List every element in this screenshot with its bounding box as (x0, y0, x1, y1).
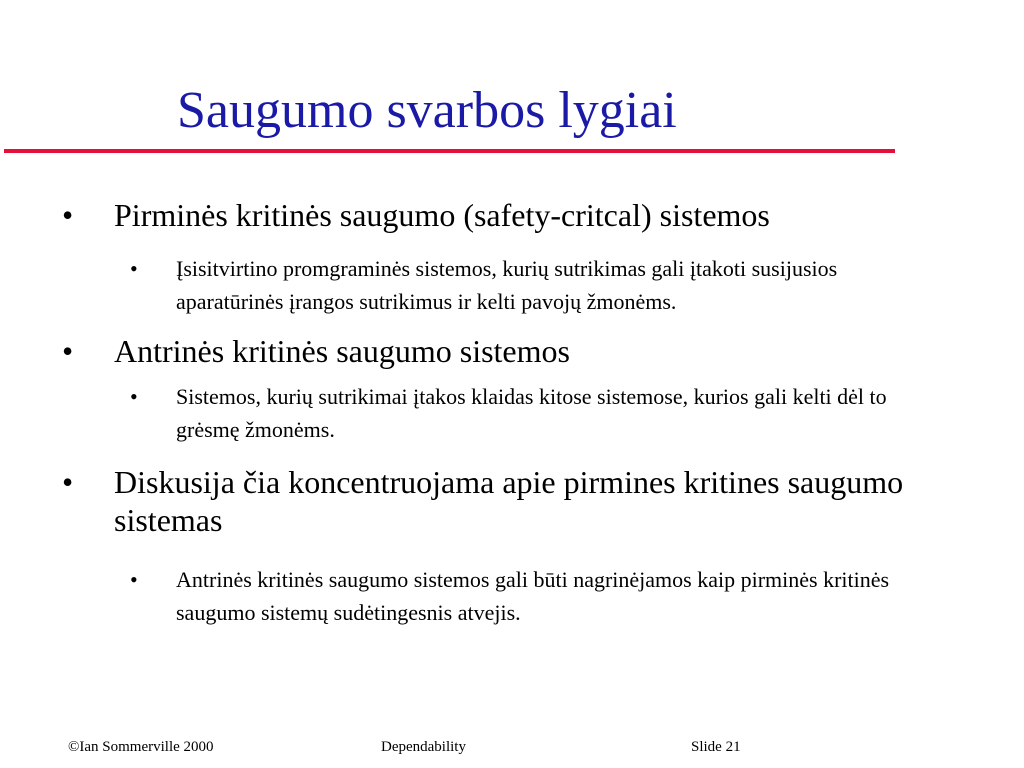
sub-bullet-item (130, 252, 950, 318)
bullet-icon: • (62, 464, 74, 500)
slide-title: Saugumo svarbos lygiai (177, 82, 677, 139)
bullet-text: Antrinės kritinės saugumo sistemos (114, 333, 570, 369)
sub-bullet-icon: • (130, 256, 138, 281)
bullet-icon: • (62, 197, 74, 233)
bullet-item (62, 196, 962, 234)
bullet-item (62, 463, 962, 539)
bullet-item (62, 332, 962, 370)
footer-topic: Dependability (381, 739, 466, 755)
sub-bullet-text: Sistemos, kurių sutrikimai įtakos klaidas kitose sistemose, kurios gali kelti dėl to grėsmę žmonėms. (176, 384, 887, 442)
bullet-icon: • (62, 333, 74, 369)
sub-bullet-text: Įsisitvirtino promgraminės sistemos, kurių sutrikimas gali įtakoti susijusios aparatūrinės įrangos sutrikimus ir kelti pavojų žmonėms. (176, 256, 838, 314)
sub-bullet-icon: • (130, 384, 138, 409)
sub-bullet-item (130, 380, 950, 446)
sub-bullet-item (130, 563, 950, 629)
bullet-text: Diskusija čia koncentruojama apie pirmines kritines saugumo sistemas (114, 464, 904, 538)
footer-copyright: ©Ian Sommerville 2000 (68, 739, 214, 755)
sub-bullet-text: Antrinės kritinės saugumo sistemos gali būti nagrinėjamos kaip pirminės kritinės saugumo sistemų sudėtingesnis atvejis. (176, 567, 890, 625)
sub-bullet-icon: • (130, 567, 138, 592)
bullet-text: Pirminės kritinės saugumo (safety-critcal) sistemos (114, 197, 770, 233)
footer-slide-number: Slide 21 (691, 739, 741, 755)
